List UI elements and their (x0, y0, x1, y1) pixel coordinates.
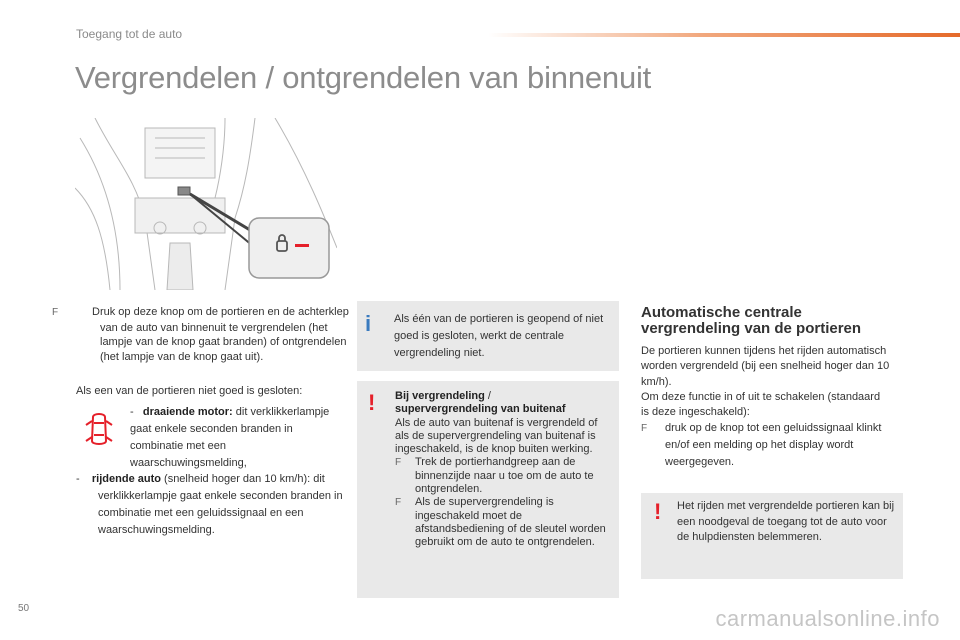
info-icon: i (365, 311, 372, 336)
emergency-warning-text: Het rijden met vergrendelde portieren kan bij een noodgeval de toegang tot de auto voor de hulpdiensten belemmeren. (677, 500, 895, 543)
header-accent-bar (488, 33, 960, 37)
bullet-marker: F (52, 307, 59, 318)
step-press-button: F Druk op deze knop om de portieren en de achterklep van de auto van binnenuit te vergrendelen (het lampje van de knop gaat branden) of ontgrendelen (het lampje van de knop gaat uit). (52, 306, 349, 363)
info-box (357, 301, 619, 371)
warning-box-emergency (641, 493, 903, 579)
watermark: carmanualsonline.info (715, 606, 940, 631)
door-open-warning-icon (84, 411, 114, 447)
warning-box-locking (357, 381, 619, 598)
dashboard-illustration (75, 118, 337, 290)
auto-lock-heading: Automatische centrale vergrendeling van de portieren (641, 304, 862, 337)
section-title: Toegang tot de auto (76, 27, 183, 41)
warning-icon: ! (654, 499, 662, 524)
not-closed-intro: Als een van de portieren niet goed is gesloten: (76, 385, 303, 397)
driving-item: - rijdende auto (snelheid hoger dan 10 km/h): dit verklikkerlampje gaat enkele seconden branden in combinatie met een geluidssignaal en een waarschuwingsmelding. (76, 473, 343, 536)
warning-content: Bij vergrendeling / supervergrendeling van buitenaf Als de auto van buitenaf is vergrendeld of als de supervergrendeling van buitenaf is ingeschakeld, is de knop buiten werking. F Trek de portierhandgreep aan de binnenzijde naar u toe om de auto te ontgrendelen. F Als de supervergrendeling is ingeschakeld moet de afstandsbediening of de sleutel worden gebruikt om de auto te ontgrendelen. (395, 390, 606, 549)
engine-running-item: - draaiende motor: dit verklikkerlampje gaat enkele seconden branden in combinatie met een waarschuwingsmelding, (130, 406, 330, 469)
page-title: Vergrendelen / ontgrendelen van binnenuit (75, 60, 652, 95)
page-number: 50 (18, 603, 30, 614)
auto-lock-body: De portieren kunnen tijdens het rijden automatisch worden vergrendeld (bij een snelheid hoger dan 10 km/h). Om deze functie in of uit te schakelen (standaard is deze ingeschakeld): F druk op de knop tot een geluidssignaal klinkt en/of een melding op het display wordt weergegeven. (641, 345, 890, 469)
warning-icon: ! (368, 390, 376, 415)
info-text: Als één van de portieren is geopend of niet goed is gesloten, werkt de centrale vergrendeling niet. (394, 313, 604, 359)
